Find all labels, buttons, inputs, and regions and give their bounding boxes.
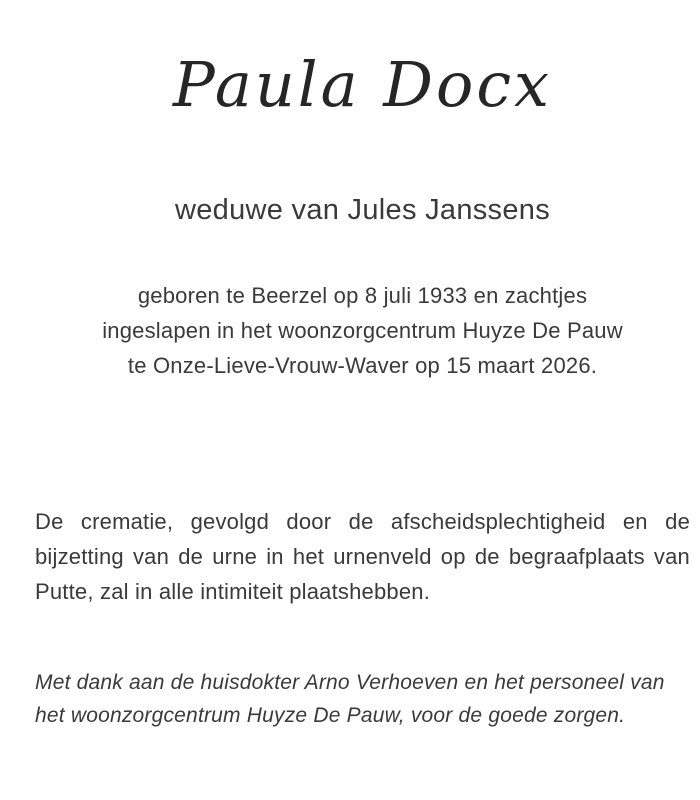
ceremony-line: Putte, zal in alle intimiteit plaatshebben. [35, 579, 431, 604]
ceremony-paragraph [35, 504, 690, 609]
acknowledgement-paragraph [35, 666, 690, 732]
birth-death-line: te Onze-Lieve-Vrouw-Waver op 15 maart 2026. [127, 353, 598, 378]
birth-death-line: geboren te Beerzel op 8 juli 1933 en zachtjes [137, 283, 588, 308]
acknowledgement-line: het woonzorgcentrum Huyze De Pauw, voor de goede zorgen. [35, 704, 626, 727]
acknowledgement-line: Met dank aan de huisdokter Arno Verhoeven en het personeel van [35, 671, 665, 694]
ceremony-line: bijzetting van de urne in het urnenveld op de begraafplaats van [35, 544, 690, 569]
relation-subtitle: weduwe van Jules Janssens [174, 194, 551, 226]
birth-death-line: ingeslapen in het woonzorgcentrum Huyze De Pauw [102, 318, 623, 343]
deceased-name-title: Paula Docx [172, 48, 553, 121]
ceremony-line: De crematie, gevolgd door de afscheidsplechtigheid en de [35, 509, 690, 534]
birth-death-block [35, 278, 690, 383]
